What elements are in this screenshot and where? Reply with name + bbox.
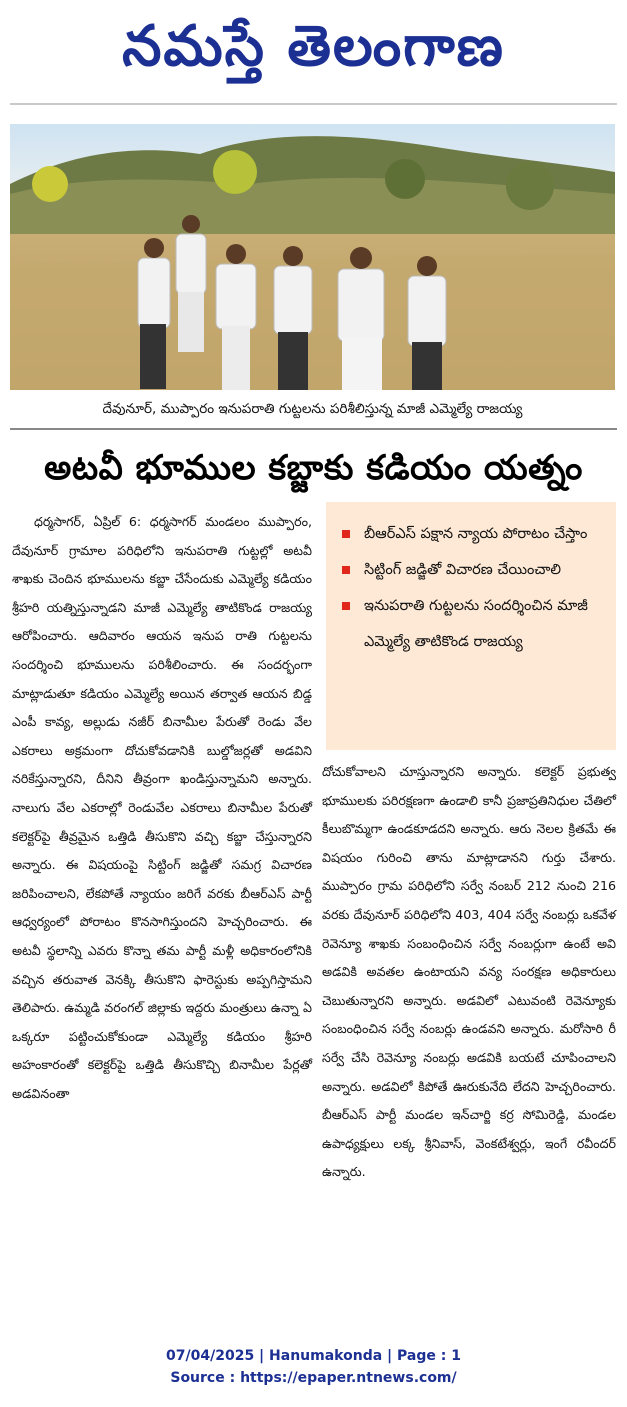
- article-text-right: దోచుకోవాలని చూస్తున్నారని అన్నారు. కలెక్టర్‌ ప్రభుత్వ భూములకు పరిరక్షణగా ఉండాలి కానీ ప్రజాప్రతినిధుల చేతిలో కీలుబొమ్మగా ఉండకూడదని అన్నారు. ఆరు నెలల క్రితమే ఈ విషయం గురించి తాను మాట్లాడానని గుర్తు చేశారు. ముప్పారం గ్రామ పరిధిలోని సర్వే నంబర్‌ 212 నుంచి 216 వరకు దేవునూర్‌ పరిధిలోని 403, 404 సర్వే నంబర్లు ఒకవేళ రెవెన్యూ శాఖకు సంబంధించిన సర్వే నంబర్లుగా ఉంటే అవి అడవికి అవతల ఉంటాయని వన్య సంరక్షణ అధికారులు చెబుతున్నారని అన్నారు. అడవిలో ఎటువంటి రెవెన్యూకు సంబంధించిన సర్వే నంబర్లు ఉండవని అన్నారు. మరోసారి రీ సర్వే చేసి రెవెన్యూ నంబర్లు అడవికి బయటే చూపించాలని అన్నారు. అడవిలో కిపోతే ఊరుకునేది లేదని హెచ్చరించారు. బీఆర్‌ఎస్‌ పార్టీ మండల ఇన్‌చార్జి కర్ర సోమిరెడ్డి, మండల ఉపాధ్యక్షులు లక్క శ్రీనివాస్‌, వెంకటేశ్వర్లు, ఇంగే రవీందర్‌ ఉన్నారు.: [322, 764, 616, 1180]
- highlight-text: సిట్టింగ్‌ జడ్జితో విచారణ చేయించాలి: [364, 562, 562, 578]
- highlight-item: [338, 552, 606, 588]
- article-column-left: [12, 508, 312, 1108]
- highlight-item: [338, 588, 606, 660]
- masthead-title: నమస్తే తెలంగాణ: [122, 14, 505, 79]
- photo-illustration: [10, 124, 615, 390]
- masthead-divider: [10, 103, 617, 105]
- highlight-item: [338, 516, 606, 552]
- footer-source-link[interactable]: Source : https://epaper.ntnews.com/: [170, 1370, 457, 1386]
- article-column-right: [322, 758, 616, 1187]
- highlight-text: ఇనుపరాతి గుట్టలను సందర్శించిన మాజీ ఎమ్మెల్యే తాటికొండ రాజయ్య: [364, 598, 588, 650]
- bullet-square-icon: [342, 530, 350, 538]
- article-text-left: ధర్మసాగర్‌, ఏప్రిల్‌ 6: ధర్మసాగర్‌ మండలం ముప్పారం, దేవునూర్‌ గ్రామాల పరిధిలోని ఇనుపరాతి గుట్టల్లో అటవీ శాఖకు చెందిన భూములను కబ్జా చేసేందుకు ఎమ్మెల్యే కడియం శ్రీహరి యత్నిస్తున్నాడని మాజీ ఎమ్మెల్యే తాటికొండ రాజయ్య ఆరోపించారు. ఆదివారం ఆయన ఇనుప రాతి గుట్టలను సందర్శించి భూములను పరిశీలించారు. ఈ సందర్భంగా మాట్లాడుతూ కడియం ఎమ్మెల్యే అయిన తర్వాత ఆయన బిడ్డ ఎంపీ కావ్య, అల్లుడు నజీర్‌ బినామీల పేరుతో రెండు వేల ఎకరాలు అక్రమంగా దోచుకోవడానికి బుల్డోజర్లతో అడవిని నరికేస్తున్నారని, దీనిని తీవ్రంగా ఖండిస్తున్నామని అన్నారు. నాలుగు వేల ఎకరాల్లో రెండువేల ఎకరాలు బినామీల పేరుతో కలెక్టర్‌పై తీవ్రమైన ఒత్తిడి తీసుకొని వచ్చి కబ్జా చేస్తున్నారని అన్నారు. ఈ విషయంపై సిట్టింగ్‌ జడ్జితో సమగ్ర విచారణ జరిపించాలని, లేకపోతే న్యాయం జరిగే వరకు బీఆర్‌ఎస్‌ పార్టీ ఆధ్వర్యంలో పోరాటం కొనసాగిస్తుందని హెచ్చరించారు. ఈ అటవీ స్థలాన్ని ఎవరు కొన్నా తమ పార్టీ మళ్లీ అధికారంలోనికి వచ్చిన తరువాత వెనక్కి తీసుకొని ఫారెస్టుకు అప్పగిస్తామని తెలిపారు. ఉమ్మడి వరంగల్‌ జిల్లాకు ఇద్దరు మంత్రులు ఉన్నా ఏ ఒక్కరూ పట్టించుకోకుండా ఎమ్మెల్యే కడియం శ్రీహరి అహంకారంతో కలెక్టర్‌పై ఒత్తిడి తీసుకొచ్చి బినామీల పేర్లతో అడవినంతా: [12, 514, 312, 1101]
- article-headline: అటవీ భూముల కబ్జాకు కడియం యత్నం: [44, 448, 583, 488]
- bullet-square-icon: [342, 566, 350, 574]
- photo-caption: దేవునూర్‌, ముప్పారం ఇనుపరాతి గుట్టలను పరిశీలిస్తున్న మాజీ ఎమ్మెల్యే రాజయ్య: [102, 401, 523, 417]
- highlight-text: బీఆర్‌ఎస్‌ పక్షాన న్యాయ పోరాటం చేస్తాం: [364, 526, 588, 542]
- caption-divider: [10, 428, 617, 430]
- highlights-box: [326, 502, 616, 750]
- footer-dateline: 07/04/2025 | Hanumakonda | Page : 1: [166, 1348, 461, 1364]
- news-photo: [10, 124, 615, 390]
- bullet-square-icon: [342, 602, 350, 610]
